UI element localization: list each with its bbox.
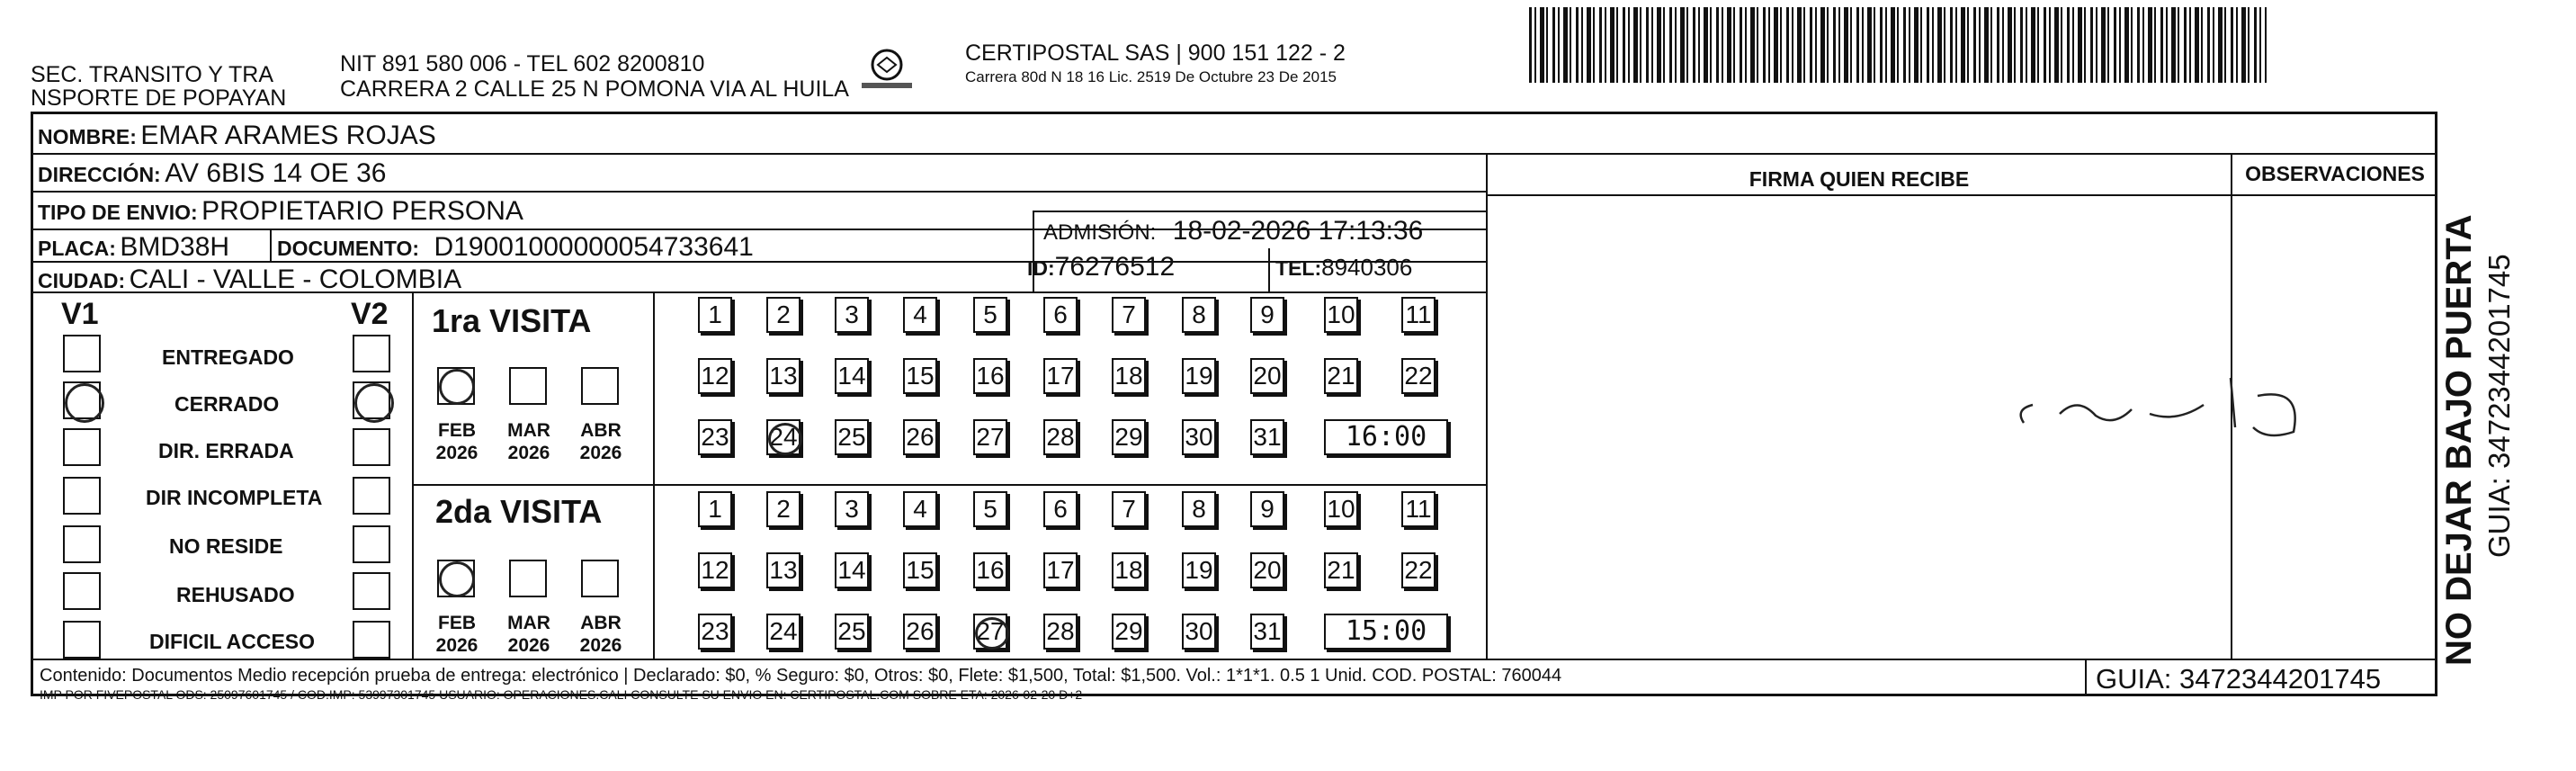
visit-1-day-26[interactable]: 26: [903, 419, 937, 455]
visit-2-day-25[interactable]: 25: [835, 614, 869, 650]
visit-1-day-9[interactable]: 9: [1250, 297, 1284, 333]
visit-2-day-4[interactable]: 4: [903, 491, 937, 527]
visit-1-title: 1ra VISITA: [432, 302, 592, 339]
visit-2-day-12[interactable]: 12: [698, 552, 732, 588]
v1-checkbox-rehusado[interactable]: [63, 572, 101, 610]
visit-2-day-9[interactable]: 9: [1250, 491, 1284, 527]
visit-2-day-28[interactable]: 28: [1043, 614, 1078, 650]
footer-imp: IMP POR FIVEPOSTAL ODS: 25097601745 / COD.IMP: 53997301745 USUARIO: OPERACIONES.CALI CONSULTE SU ENVIO EN: CERTIPOSTAL.COM SOBRE ETA: 2026-02-20 D+2: [40, 687, 1083, 702]
visit-1-day-1[interactable]: 1: [698, 297, 732, 333]
visit-1-day-21[interactable]: 21: [1324, 358, 1358, 394]
admision-value: 18-02-2026 17:13:36: [1172, 216, 1424, 246]
visit-1-day-24[interactable]: 24: [766, 419, 801, 455]
visit-2-day-19[interactable]: 19: [1182, 552, 1216, 588]
certipostal-logo: [860, 45, 914, 95]
visit-2-day-13[interactable]: 13: [766, 552, 801, 588]
visit-2-day-7[interactable]: 7: [1112, 491, 1146, 527]
option-dir-incompleta: DIR INCOMPLETA: [146, 486, 323, 509]
visit-1-day-10[interactable]: 10: [1324, 297, 1358, 333]
visit-1-day-3[interactable]: 3: [835, 297, 869, 333]
tipo-value: PROPIETARIO PERSONA: [201, 196, 523, 226]
v1-checkbox-dir-errada[interactable]: [63, 428, 101, 466]
visit-2-day-27[interactable]: 27: [973, 614, 1007, 650]
visit-2-day-18[interactable]: 18: [1112, 552, 1146, 588]
visit-1-day-17[interactable]: 17: [1043, 358, 1078, 394]
barcode: [1529, 7, 2267, 83]
address-line: CARRERA 2 CALLE 25 N POMONA VIA AL HUILA: [340, 76, 849, 102]
visit-2-title: 2da VISITA: [435, 493, 603, 530]
visit-2-month-abr-box[interactable]: [581, 560, 619, 597]
visit-1-day-4[interactable]: 4: [903, 297, 937, 333]
visit-1-day-20[interactable]: 20: [1250, 358, 1284, 394]
documento-row: [277, 232, 754, 263]
visit-2-marked-day-circle: [975, 617, 1009, 650]
visit-1-day-30[interactable]: 30: [1182, 419, 1216, 455]
footer-contenido: Contenido: Documentos Medio recepción prueba de entrega: electrónico | Declarado: $0, % Seguro: $0, Otros: $0, Flete: $1,500, Total: $1,500. Vol.: 1*1*1. 0.5 1 Unid. COD. POSTAL: 760044: [40, 666, 1562, 686]
id-value: 76276512: [1054, 252, 1176, 282]
id-label: ID:: [1027, 256, 1055, 280]
tel-value: 8940306: [1321, 254, 1413, 281]
visit-1-month-feb: FEB 2026: [435, 420, 479, 463]
v2-checkbox-dificil-acceso[interactable]: [353, 621, 390, 659]
tipo-row: [38, 196, 523, 227]
v1-checkbox-no-reside[interactable]: [63, 525, 101, 563]
visit-1-day-7[interactable]: 7: [1112, 297, 1146, 333]
visit-2-day-24[interactable]: 24: [766, 614, 801, 650]
visit-1-month-mar: MAR 2026: [507, 420, 550, 463]
visit-2-month-mar-box[interactable]: [509, 560, 547, 597]
visit-2-day-14[interactable]: 14: [835, 552, 869, 588]
visit-1-month-abr-box[interactable]: [581, 367, 619, 405]
id-row: [1027, 252, 1175, 282]
visit-1-month-abr: ABR 2026: [579, 420, 622, 463]
tipo-label: TIPO DE ENVIO:: [38, 201, 198, 224]
ciudad-label: CIUDAD:: [38, 269, 126, 292]
visit-2-day-22[interactable]: 22: [1401, 552, 1436, 588]
v1-label: V1: [61, 297, 99, 331]
visit-1-day-31[interactable]: 31: [1250, 419, 1284, 455]
option-no-reside: NO RESIDE: [169, 534, 283, 558]
v2-label: V2: [351, 297, 389, 331]
option-rehusado: REHUSADO: [176, 583, 295, 606]
company-address: Carrera 80d N 18 16 Lic. 2519 De Octubre 23 De 2015: [965, 68, 1337, 85]
signature-scribble: [2006, 360, 2330, 454]
visit-1-month-mar-box[interactable]: [509, 367, 547, 405]
option-dir-errada: DIR. ERRADA: [158, 439, 294, 462]
visit-1-day-28[interactable]: 28: [1043, 419, 1078, 455]
company-line: CERTIPOSTAL SAS | 900 151 122 - 2: [965, 40, 1346, 66]
visit-2-day-5[interactable]: 5: [973, 491, 1007, 527]
visit-1-marked-day-circle: [768, 423, 802, 455]
visit-2-day-1[interactable]: 1: [698, 491, 732, 527]
direccion-value: AV 6BIS 14 OE 36: [165, 158, 387, 188]
visit-1-day-11[interactable]: 11: [1401, 297, 1436, 333]
visit-2-day-8[interactable]: 8: [1182, 491, 1216, 527]
visit-2-month-mar: MAR 2026: [507, 613, 550, 656]
visit-2-month-abr: ABR 2026: [579, 613, 622, 656]
tel-row: [1275, 254, 1412, 282]
option-cerrado: CERRADO: [174, 392, 280, 416]
visit-1-month-mark: [439, 369, 475, 405]
visit-1-day-22[interactable]: 22: [1401, 358, 1436, 394]
admision-label: ADMISIÓN:: [1043, 220, 1157, 245]
v2-cerrado-mark: [354, 383, 394, 423]
visit-2-day-10[interactable]: 10: [1324, 491, 1358, 527]
side-warning: NO DEJAR BAJO PUERTA: [2439, 214, 2479, 666]
ciudad-value: CALI - VALLE - COLOMBIA: [129, 264, 462, 294]
nombre-value: EMAR ARAMES ROJAS: [140, 121, 436, 150]
v1-cerrado-mark: [65, 383, 104, 423]
visit-2-time-box[interactable]: 15:00: [1324, 614, 1448, 650]
side-guia: GUIA: 3472344201745: [2482, 254, 2516, 558]
visit-2-day-6[interactable]: 6: [1043, 491, 1078, 527]
visit-2-day-31[interactable]: 31: [1250, 614, 1284, 650]
v2-checkbox-entregado[interactable]: [353, 335, 390, 372]
visit-1-day-15[interactable]: 15: [903, 358, 937, 394]
observaciones-header: OBSERVACIONES: [2245, 162, 2425, 185]
visit-1-day-8[interactable]: 8: [1182, 297, 1216, 333]
visit-1-day-14[interactable]: 14: [835, 358, 869, 394]
direccion-row: [38, 158, 386, 189]
visit-2-day-21[interactable]: 21: [1324, 552, 1358, 588]
visit-2-day-17[interactable]: 17: [1043, 552, 1078, 588]
visit-1-day-23[interactable]: 23: [698, 419, 732, 455]
visit-2-day-11[interactable]: 11: [1401, 491, 1436, 527]
placa-row: [38, 232, 229, 263]
v2-checkbox-dir-incompleta[interactable]: [353, 477, 390, 515]
visit-2-day-3[interactable]: 3: [835, 491, 869, 527]
v2-checkbox-rehusado[interactable]: [353, 572, 390, 610]
admision-row: [1043, 216, 1423, 247]
visit-2-month-mark: [439, 561, 475, 597]
visit-1-day-6[interactable]: 6: [1043, 297, 1078, 333]
footer-guia: GUIA: 3472344201745: [2096, 663, 2382, 695]
documento-label: DOCUMENTO:: [277, 237, 420, 260]
direccion-label: DIRECCIÓN:: [38, 163, 161, 186]
visit-1-time-box[interactable]: 16:00: [1324, 419, 1448, 455]
visit-1-day-12[interactable]: 12: [698, 358, 732, 394]
firma-header: FIRMA QUIEN RECIBE: [1749, 167, 1970, 191]
visit-2-month-feb: FEB 2026: [435, 613, 479, 656]
v1-checkbox-dir-incompleta[interactable]: [63, 477, 101, 515]
documento-value: D19001000000054733641: [434, 232, 754, 262]
nombre-row: [38, 121, 436, 151]
placa-label: PLACA:: [38, 237, 116, 260]
visit-2-day-2[interactable]: 2: [766, 491, 801, 527]
visit-2-day-15[interactable]: 15: [903, 552, 937, 588]
visit-1-day-16[interactable]: 16: [973, 358, 1007, 394]
visit-1-day-29[interactable]: 29: [1112, 419, 1146, 455]
nit-line: NIT 891 580 006 - TEL 602 8200810: [340, 51, 705, 76]
visit-1-day-13[interactable]: 13: [766, 358, 801, 394]
v1-checkbox-entregado[interactable]: [63, 335, 101, 372]
office-line-2: NSPORTE DE POPAYAN: [31, 85, 287, 111]
visit-1-day-18[interactable]: 18: [1112, 358, 1146, 394]
placa-value: BMD38H: [120, 232, 230, 262]
option-entregado: ENTREGADO: [162, 345, 294, 369]
nombre-label: NOMBRE:: [38, 125, 137, 148]
v2-checkbox-dir-errada[interactable]: [353, 428, 390, 466]
v1-checkbox-dificil-acceso[interactable]: [63, 621, 101, 659]
option-dificil-acceso: DIFICIL ACCESO: [149, 630, 316, 653]
tel-label: TEL:: [1275, 256, 1322, 280]
visit-2-day-23[interactable]: 23: [698, 614, 732, 650]
visit-2-day-20[interactable]: 20: [1250, 552, 1284, 588]
visit-2-day-16[interactable]: 16: [973, 552, 1007, 588]
visit-2-day-26[interactable]: 26: [903, 614, 937, 650]
visit-1-day-19[interactable]: 19: [1182, 358, 1216, 394]
visit-1-day-2[interactable]: 2: [766, 297, 801, 333]
visit-1-day-25[interactable]: 25: [835, 419, 869, 455]
v2-checkbox-no-reside[interactable]: [353, 525, 390, 563]
visit-2-day-29[interactable]: 29: [1112, 614, 1146, 650]
office-line-1: SEC. TRANSITO Y TRA: [31, 62, 273, 87]
visit-2-day-30[interactable]: 30: [1182, 614, 1216, 650]
visit-1-day-27[interactable]: 27: [973, 419, 1007, 455]
visit-1-day-5[interactable]: 5: [973, 297, 1007, 333]
ciudad-row: [38, 264, 461, 295]
